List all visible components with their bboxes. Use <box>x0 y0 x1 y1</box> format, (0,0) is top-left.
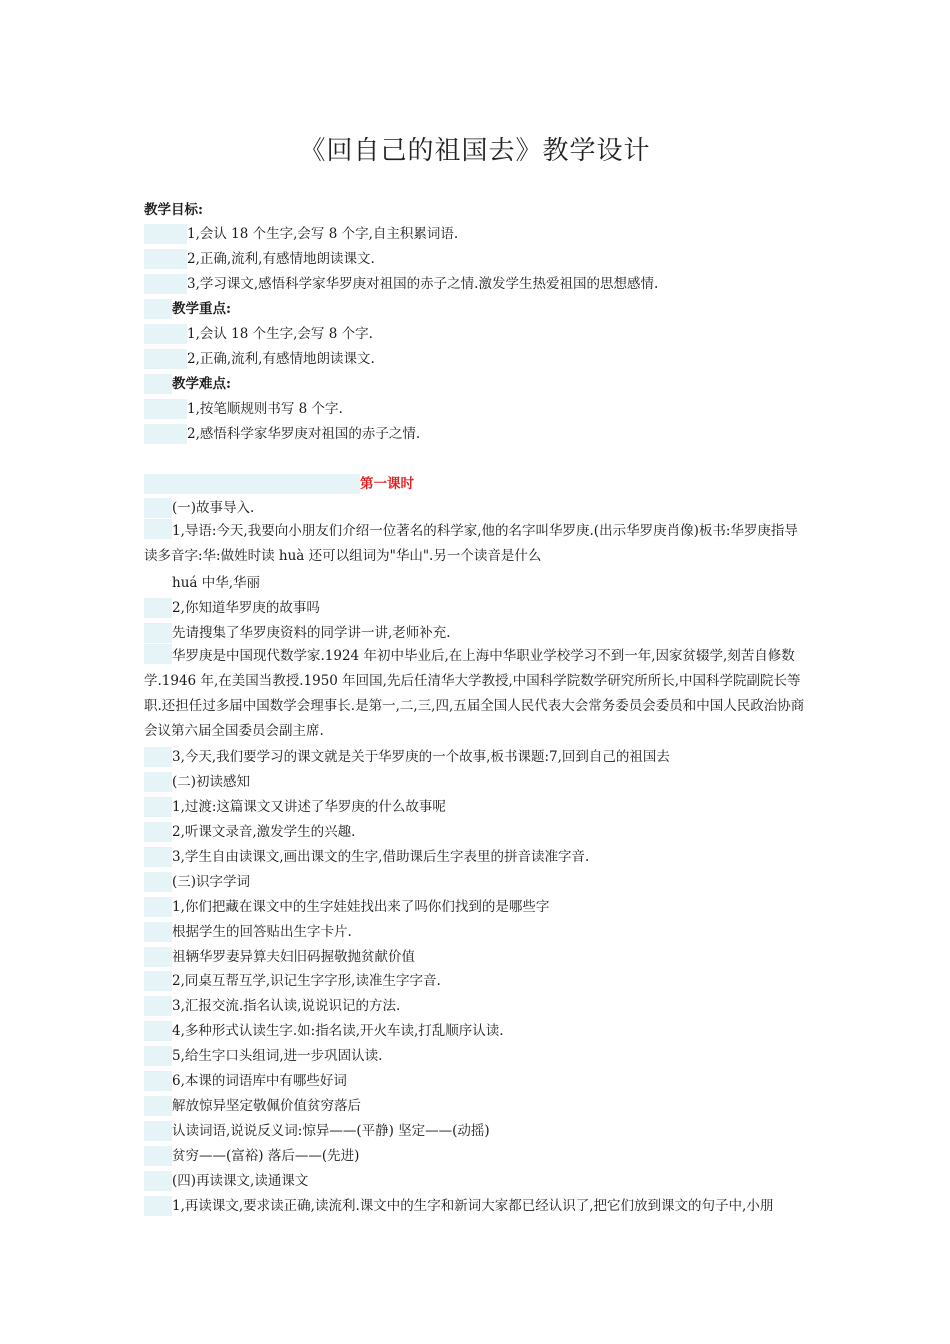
section-heading: (四)再读课文,读通课文 <box>144 1171 808 1191</box>
paragraph: 6,本课的词语库中有哪些好词 <box>144 1071 808 1091</box>
key-points-heading: 教学重点: <box>144 299 808 319</box>
paragraph: 3,今天,我们要学习的课文就是关于华罗庚的一个故事,板书课题:7,回到自己的祖国去 <box>144 747 808 767</box>
difficult-points-heading: 教学难点: <box>144 374 808 394</box>
paragraph: 1,你们把藏在课文中的生字娃娃找出来了吗你们找到的是哪些字 <box>144 897 808 917</box>
paragraph: 认读词语,说说反义词:惊异——(平静) 坚定——(动摇) <box>144 1121 808 1141</box>
difficult-point-item: 2,感悟科学家华罗庚对祖国的赤子之情. <box>144 424 808 444</box>
paragraph: 2,听课文录音,激发学生的兴趣. <box>144 822 808 842</box>
paragraph: (一)故事导入. <box>144 498 808 518</box>
key-point-item: 1,会认 18 个生字,会写 8 个字. <box>144 324 808 344</box>
section-heading: (二)初读感知 <box>144 772 808 792</box>
paragraph: 5,给生字口头组词,进一步巩固认读. <box>144 1046 808 1066</box>
paragraph: 华罗庚是中国现代数学家.1924 年初中毕业后,在上海中华职业学校学习不到一年,因家贫辍学,刻苦自修数学.1946 年,在美国当教授.1950 年回国,先后任清华大学教授,中国科学院数学研究所所长,中国科学院副院长等职.还担任过多届中国数学会理事长.是第一,二,三,四,五届全国人民代表大会常务委员会委员和中国人民政治协商会议第六届全国委员会副主席. <box>144 644 808 744</box>
paragraph: 3,学生自由读课文,画出课文的生字,借助课后生字表里的拼音读准字音. <box>144 847 808 867</box>
goals-heading: 教学目标: <box>144 202 203 218</box>
paragraph: 贫穷——(富裕) 落后——(先进) <box>144 1146 808 1166</box>
section-heading: (三)识字学词 <box>144 872 808 892</box>
paragraph: 1,过渡:这篇课文又讲述了华罗庚的什么故事呢 <box>144 797 808 817</box>
goal-item: 3,学习课文,感悟科学家华罗庚对祖国的赤子之情.激发学生热爱祖国的思想感情. <box>144 274 808 294</box>
paragraph: 根据学生的回答贴出生字卡片. <box>144 922 808 942</box>
paragraph: 祖辆华罗妻异算夫妇旧码握敬抛贫献价值 <box>144 947 808 967</box>
paragraph: 4,多种形式认读生字.如:指名读,开火车读,打乱顺序认读. <box>144 1021 808 1041</box>
lesson-heading: 第一课时 <box>144 474 808 494</box>
paragraph: 2,同桌互帮互学,识记生字字形,读准生字字音. <box>144 971 808 991</box>
paragraph: 1,导语:今天,我要向小朋友们介绍一位著名的科学家,他的名字叫华罗庚.(出示华罗庚肖像)板书:华罗庚指导读多音字:华:做姓时读 huà 还可以组词为"华山".另一个读音是什么 <box>144 519 808 569</box>
difficult-point-item: 1,按笔顺规则书写 8 个字. <box>144 399 808 419</box>
paragraph: 2,你知道华罗庚的故事吗 <box>144 598 808 618</box>
key-point-item: 2,正确,流利,有感情地朗读课文. <box>144 349 808 369</box>
goal-item: 1,会认 18 个生字,会写 8 个字,自主积累词语. <box>144 224 808 244</box>
goal-item: 2,正确,流利,有感情地朗读课文. <box>144 249 808 269</box>
paragraph: huá 中华,华丽 <box>172 575 261 591</box>
paragraph: 先请搜集了华罗庚资料的同学讲一讲,老师补充. <box>144 623 808 643</box>
document-title: 《回自己的祖国去》教学设计 <box>299 136 651 166</box>
paragraph: 1,再读课文,要求读正确,读流利.课文中的生字和新词大家都已经认识了,把它们放到课文的句子中,小朋 <box>144 1196 808 1216</box>
paragraph: 3,汇报交流.指名认读,说说识记的方法. <box>144 996 808 1016</box>
paragraph: 解放惊异坚定敬佩价值贫穷落后 <box>144 1096 808 1116</box>
